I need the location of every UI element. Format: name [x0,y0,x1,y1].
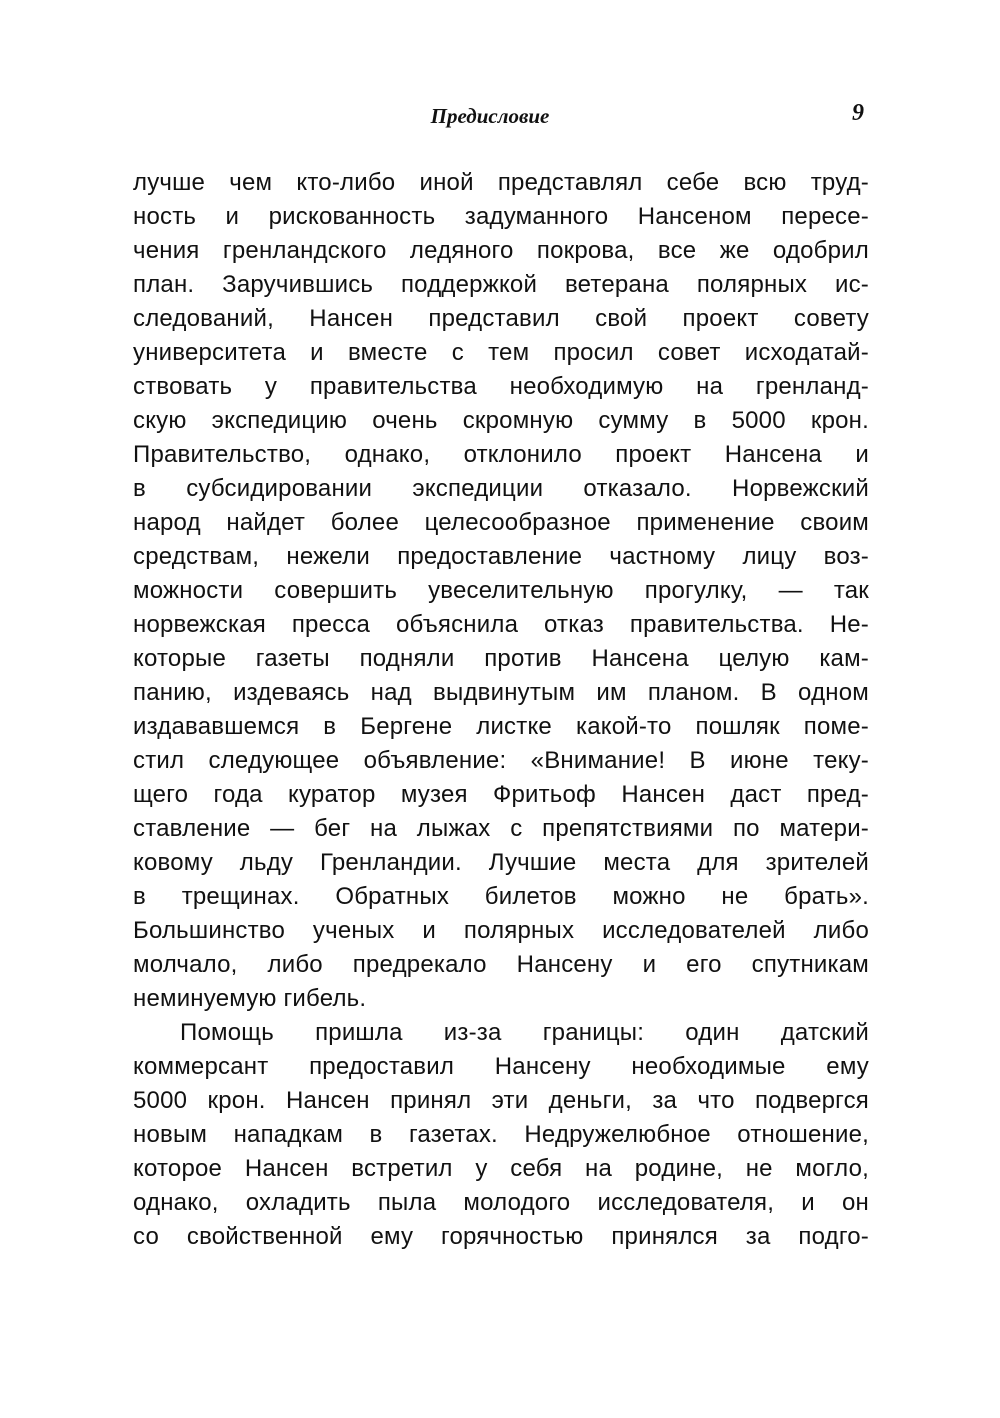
text-line: в субсидировании экспедиции отказало. Норвежский [133,475,869,502]
text-line: в трещинах. Обратных билетов можно не брать». [133,883,869,910]
text-line: ность и рискованность задуманного Нансеном пересе- [133,203,869,230]
text-line: однако, охладить пыла молодого исследователя, и он [133,1189,869,1216]
text-line: 5000 крон. Нансен принял эти деньги, за что подвергся [133,1087,869,1114]
text-line: Большинство ученых и полярных исследователей либо [133,917,869,944]
page-header [0,100,1000,134]
text-line: ствовать у правительства необходимую на гренланд- [133,373,869,400]
text-line: Помощь пришла из-за границы: один датский [180,1019,869,1046]
running-title: Предисловие [430,104,550,128]
text-line: стил следующее объявление: «Внимание! В июне теку- [133,747,869,774]
text-line: коммерсант предоставил Нансену необходимые ему [133,1053,869,1080]
text-line: издававшемся в Бергене листке какой-то пошляк поме- [133,713,869,740]
text-line: ковому льду Гренландии. Лучшие места для зрителей [133,849,869,876]
page-number: 9 [852,100,864,126]
text-line: лучше чем кто-либо иной представлял себе всю труд- [133,169,869,196]
text-line: новым нападкам в газетах. Недружелюбное отношение, [133,1121,869,1148]
text-line: щего года куратор музея Фритьоф Нансен даст пред- [133,781,869,808]
text-line: ставление — бег на лыжах с препятствиями по матери- [133,815,869,842]
text-line: университета и вместе с тем просил совет исходатай- [133,339,869,366]
text-line: панию, издеваясь над выдвинутым им планом. В одном [133,679,869,706]
text-line: чения гренландского ледяного покрова, все же одобрил [133,237,869,264]
text-line: Правительство, однако, отклонило проект Нансена и [133,441,869,468]
text-line: можности совершить увеселительную прогулку, — так [133,577,869,604]
text-line: которые газеты подняли против Нансена целую кам- [133,645,869,672]
body-text [133,166,869,1254]
text-line: народ найдет более целесообразное применение своим [133,509,869,536]
text-line: которое Нансен встретил у себя на родине, не могло, [133,1155,869,1182]
text-line: скую экспедицию очень скромную сумму в 5000 крон. [133,407,869,434]
text-line: со свойственной ему горячностью принялся за подго- [133,1223,869,1250]
text-line: неминуемую гибель. [133,985,367,1012]
text-line: молчало, либо предрекало Нансену и его спутникам [133,951,869,978]
text-line: план. Заручившись поддержкой ветерана полярных ис- [133,271,869,298]
text-line: норвежская пресса объяснила отказ правительства. Не- [133,611,869,638]
text-line: следований, Нансен представил свой проект совету [133,305,869,332]
text-line: средствам, нежели предоставление частному лицу воз- [133,543,869,570]
